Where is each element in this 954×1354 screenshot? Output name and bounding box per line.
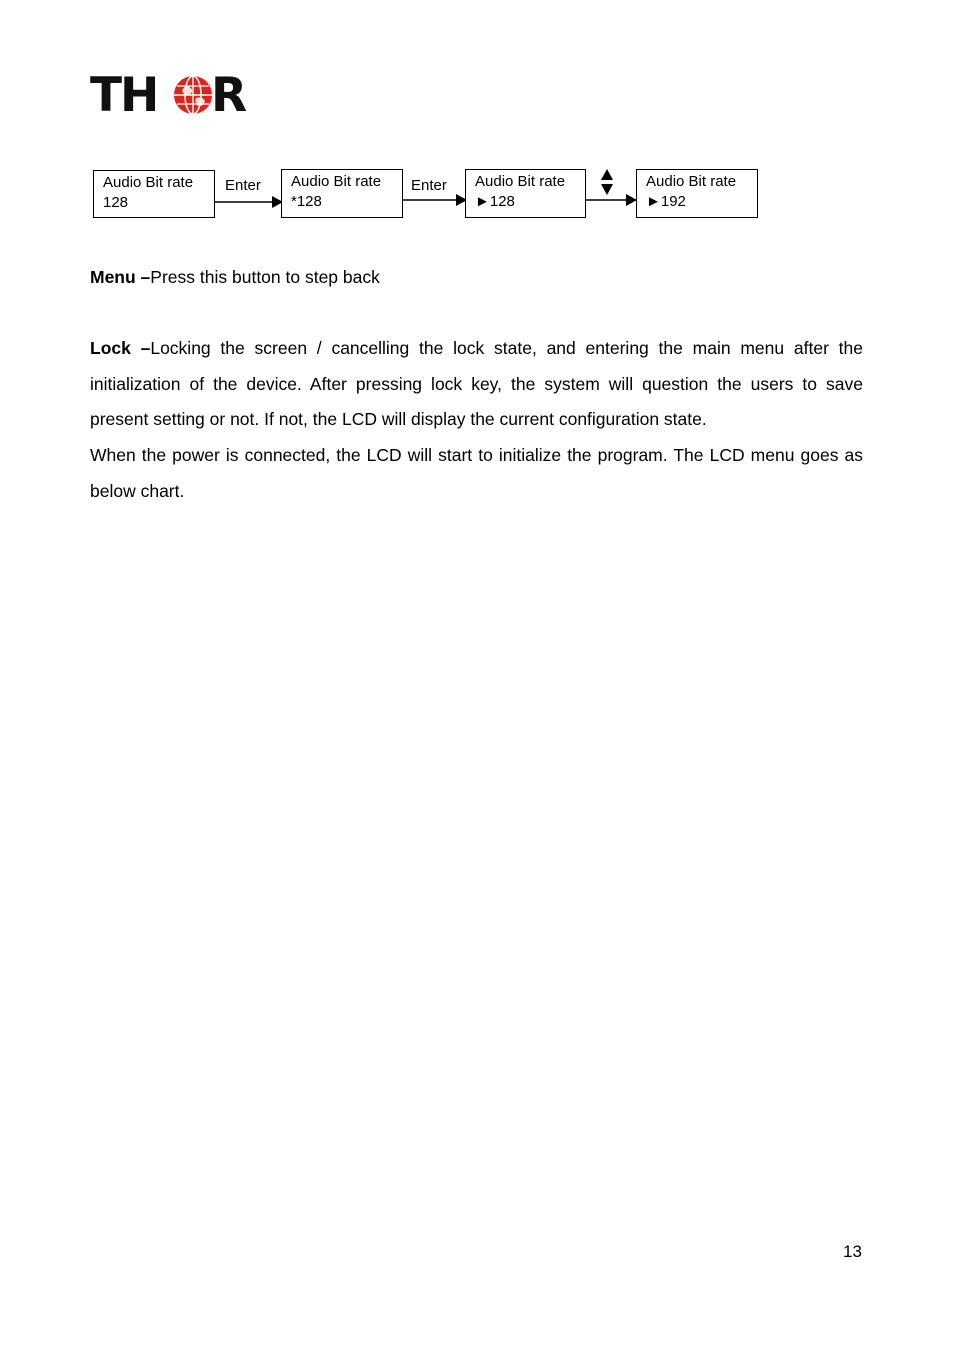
- flow-box-4: [636, 169, 758, 218]
- flow-box-3: [465, 169, 586, 218]
- arrow-right-icon: [402, 192, 468, 208]
- power-text: When the power is connected, the LCD will start to initialize the program. The LCD menu goes as below chart.: [90, 445, 863, 501]
- flow-box-4-line1: Audio Bit rate: [646, 173, 737, 190]
- flow-box-2-line2: *128: [291, 193, 322, 210]
- arrow-right-icon: [214, 194, 284, 210]
- menu-text: Press this button to step back: [150, 267, 380, 287]
- page-number: 13: [843, 1242, 862, 1261]
- power-paragraph: [90, 438, 863, 509]
- enter-label-2: Enter: [411, 177, 447, 194]
- flow-box-1-line2: 128: [103, 194, 129, 211]
- flow-box-1: [93, 170, 215, 218]
- flow-box-2: [281, 169, 403, 218]
- menu-title: Menu –: [90, 267, 151, 287]
- logo-text-right: R: [211, 68, 246, 123]
- flow-box-4-line2: ►192: [646, 193, 686, 210]
- arrow-right-icon: [586, 192, 638, 208]
- lock-paragraph: [90, 331, 863, 438]
- flow-box-3-line1: Audio Bit rate: [475, 173, 566, 190]
- flow-box-1-line1: Audio Bit rate: [103, 174, 194, 191]
- enter-label-1: Enter: [225, 177, 261, 194]
- flow-box-3-line2: ►128: [475, 193, 515, 210]
- globe-icon: [173, 68, 213, 120]
- logo-text-left: TH: [90, 68, 158, 123]
- thor-logo: [90, 68, 252, 126]
- lock-title: Lock –: [90, 338, 151, 358]
- flow-box-2-line1: Audio Bit rate: [291, 173, 382, 190]
- lock-text: Locking the screen / cancelling the lock state, and entering the main menu after the initialization of the device. After pressing lock key, the system will question the users to save present setting or not. If not, the LCD will display the current configuration state.: [90, 338, 863, 429]
- menu-paragraph: [90, 260, 863, 296]
